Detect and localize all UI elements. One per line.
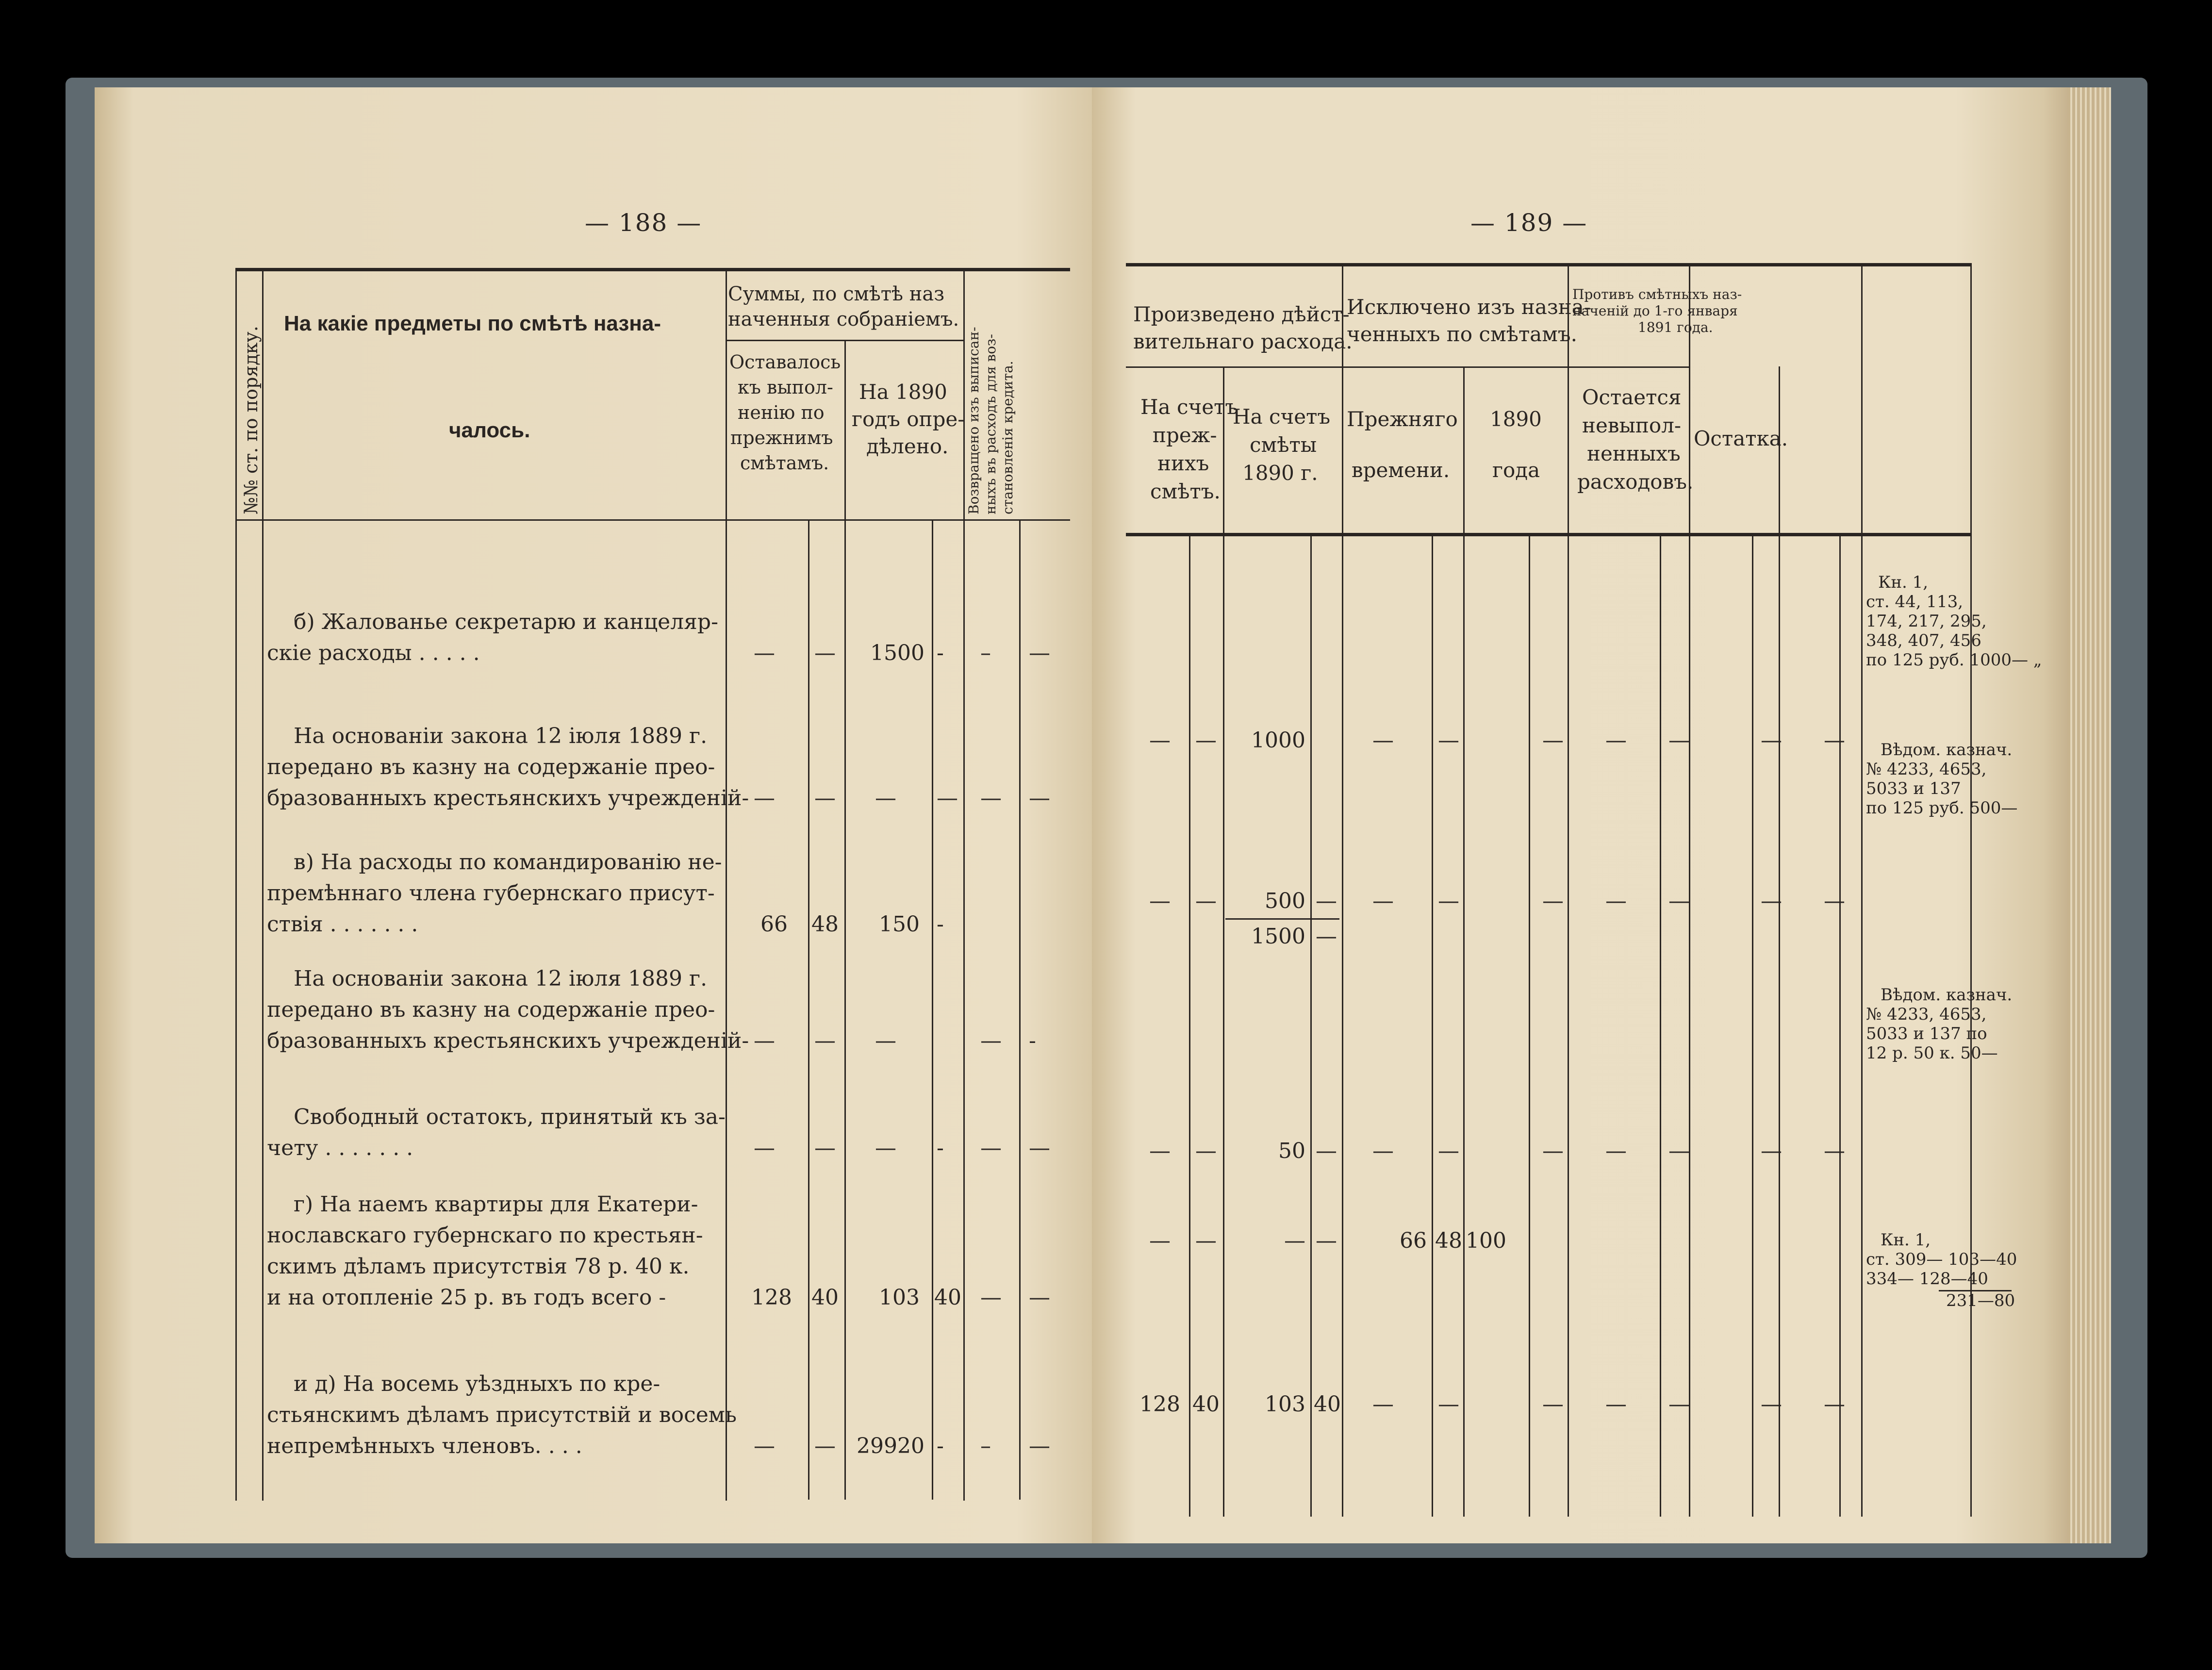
col-rule-1: [1223, 366, 1224, 1517]
row-b2-line3: бразованныхъ крестьянскихъ учрежденій-: [267, 786, 749, 810]
spent-header-l1: Произведено дѣйст-: [1133, 302, 1350, 326]
y1890-l1: 1890: [1490, 407, 1542, 431]
row-v-line2: премѣннаго члена губернскаго присут-: [267, 881, 715, 906]
r1-c: 1000: [1251, 728, 1305, 753]
kop-rule-i: [1660, 533, 1661, 1517]
col-rule-4: [1568, 263, 1569, 1517]
row-d-y1890-k: -: [937, 1434, 944, 1458]
row-b-ret-r: –: [980, 641, 991, 665]
note-1-l5: по 125 руб. 1000— „: [1866, 650, 2042, 670]
note-4-l4: 231—80: [1946, 1291, 2015, 1310]
remaining-header-l2: къ выпол-: [738, 377, 833, 398]
note-1-l2: ст. 44, 113,: [1866, 592, 1964, 612]
r4-c: —: [1284, 1228, 1305, 1253]
header-bottom-rule: [235, 519, 1070, 521]
row-b2-line1: На основаніи закона 12 іюля 1889 г.: [294, 724, 708, 748]
r2-h: —: [1605, 889, 1627, 913]
row-v-y1890-k: -: [937, 912, 944, 937]
row-d-line3: непремѣнныхъ членовъ. . . .: [267, 1434, 582, 1458]
row-v-line3: ствія . . . . . . .: [267, 912, 418, 937]
row-d-y1890: 29920: [857, 1434, 924, 1458]
row-g-line3: скимъ дѣламъ присутствія 78 р. 40 к.: [267, 1254, 690, 1279]
prev-est-l4: смѣтъ.: [1150, 480, 1221, 503]
note-3-l1: Вѣдом. казнач.: [1881, 985, 2013, 1005]
against-header-l1: Противъ смѣтныхъ наз-: [1572, 286, 1742, 302]
row-free-ret-k: —: [1029, 1136, 1050, 1160]
row-v-prev-r: 66: [760, 912, 788, 937]
remaining-header-l5: смѣтамъ.: [740, 452, 829, 474]
row-d-line1: и д) На восемь уѣздныхъ по кре-: [294, 1372, 660, 1396]
row-g-ret-k: —: [1029, 1285, 1050, 1310]
row-b-line1: б) Жалованье секретарю и канцеляр-: [294, 610, 718, 634]
row-v-y1890: 150: [879, 912, 920, 937]
y1890-kop-rule: [932, 519, 933, 1500]
subject-header-line2: чалось.: [449, 418, 530, 442]
est1890-l2: смѣты: [1250, 433, 1317, 457]
y1890-l2: года: [1492, 458, 1540, 482]
remaining-header-l1: Оставалось: [729, 351, 841, 373]
r3-d: —: [1316, 1139, 1337, 1163]
row-g-ret-r: —: [980, 1285, 1002, 1310]
excluded-header-l2: ченныхъ по смѣтамъ.: [1347, 322, 1577, 346]
against-header-l2: наченій до 1-го января: [1572, 303, 1738, 319]
r2-a: —: [1149, 889, 1171, 913]
r2-d: —: [1316, 889, 1337, 913]
col-rule-2: [1342, 263, 1343, 1517]
r2-j: —: [1761, 889, 1782, 913]
y1890-header-l3: дѣлено.: [866, 434, 949, 458]
sums-header-line2: наченныя собраніемъ.: [728, 308, 959, 331]
row-free-prev-r: —: [754, 1136, 775, 1160]
row-free-prev-k: —: [814, 1136, 836, 1160]
r5-e: —: [1372, 1392, 1394, 1417]
row-b-y1890: 1500: [870, 641, 924, 665]
r2-b: —: [1195, 889, 1217, 913]
row-free-ret-r: —: [980, 1136, 1002, 1160]
r5-i: —: [1668, 1392, 1690, 1417]
r5-f: —: [1438, 1392, 1459, 1417]
table-top-rule: [1126, 263, 1970, 266]
prev-est-l1: На счетъ: [1140, 395, 1238, 419]
note-4-l1: Кн. 1,: [1881, 1230, 1931, 1250]
row-d-line2: стьянскимъ дѣламъ присутствій и восемь: [267, 1403, 737, 1427]
r5-g: —: [1542, 1392, 1564, 1417]
r5-j: —: [1761, 1392, 1782, 1417]
kop-rule-e: [1432, 533, 1433, 1517]
r4-d: —: [1316, 1228, 1337, 1253]
subject-col-rule: [726, 268, 727, 1501]
col-rule-8: [1970, 263, 1972, 1517]
r2-c: 500: [1265, 889, 1305, 913]
row-b2-ret-r: —: [980, 786, 1002, 810]
r1-b: —: [1195, 728, 1217, 753]
est1890-l3: 1890 г.: [1242, 461, 1318, 485]
row-b-y1890-k: -: [937, 641, 944, 665]
note-3-l4: 12 р. 50 к. 50—: [1866, 1043, 1998, 1063]
former-time-l2: времени.: [1352, 458, 1450, 482]
r3-k: —: [1824, 1139, 1845, 1163]
prev-est-l2: преж-: [1153, 423, 1217, 447]
kop-rule-m: [1839, 533, 1841, 1517]
r3-g: —: [1542, 1139, 1564, 1163]
unfulfilled-l4: расходовъ.: [1577, 470, 1694, 494]
r3-a: —: [1149, 1139, 1171, 1163]
est1890-l1: На счетъ: [1233, 405, 1331, 429]
row-v2-line1: На основаніи закона 12 іюля 1889 г.: [294, 966, 708, 991]
row-g-prev-k: 40: [811, 1285, 839, 1310]
header-bottom-rule: [1126, 533, 1970, 536]
r1-i: —: [1668, 728, 1690, 753]
row-d-prev-k: —: [814, 1434, 836, 1458]
note-2-l1: Вѣдом. казнач.: [1881, 740, 2013, 760]
r3-j: —: [1761, 1139, 1782, 1163]
prev-kop-rule: [808, 519, 809, 1500]
former-time-l1: Прежняго: [1347, 407, 1458, 431]
returned-header-l2: ныхъ въ расходъ для воз-: [983, 334, 999, 514]
row-v2-y1890: —: [875, 1028, 896, 1053]
excluded-header-l1: Исключено изъ назна-: [1347, 295, 1591, 319]
row-b2-prev-r: —: [754, 786, 775, 810]
r2-k: —: [1824, 889, 1845, 913]
row-b2-prev-k: —: [814, 786, 836, 810]
note-2-l4: по 125 руб. 500—: [1866, 798, 2018, 818]
r5-h: —: [1605, 1392, 1627, 1417]
page-edges: [2067, 87, 2111, 1543]
row-free-y1890: —: [875, 1136, 896, 1160]
note-3-l3: 5033 и 137 по: [1866, 1024, 1987, 1043]
remaining-header-l4: прежнимъ: [730, 427, 833, 448]
note-1-l4: 348, 407, 456: [1866, 631, 1981, 650]
r1-e: —: [1372, 728, 1394, 753]
r5-d: 40: [1314, 1392, 1341, 1417]
row-v2-line3: бразованныхъ крестьянскихъ учрежденій-: [267, 1028, 749, 1053]
num-col-rule: [262, 268, 264, 1501]
row-free-y1890-k: -: [937, 1136, 944, 1160]
col-rule-7: [1861, 263, 1863, 1517]
r3-e: —: [1372, 1139, 1394, 1163]
r4-b: —: [1195, 1228, 1217, 1253]
ret-kop-rule: [1019, 519, 1021, 1500]
note-4-l3: 334— 128—40: [1866, 1269, 1988, 1289]
unfulfilled-l1: Остается: [1582, 385, 1682, 409]
right-page: [1092, 87, 2111, 1543]
r5-c: 103: [1265, 1392, 1305, 1417]
r3-f: —: [1438, 1139, 1459, 1163]
row-v2-ret-r: —: [980, 1028, 1002, 1053]
r3-b: —: [1195, 1139, 1217, 1163]
row-d-ret-k: —: [1029, 1434, 1050, 1458]
page-number: — 188 —: [585, 209, 702, 237]
note-2-l3: 5033 и 137: [1866, 779, 1961, 798]
row-v2-prev-k: —: [814, 1028, 836, 1053]
note-1-l3: 174, 217, 295,: [1866, 612, 1987, 631]
kop-rule-a: [1189, 533, 1190, 1517]
sums-header-line1: Суммы, по смѣтѣ наз: [728, 283, 945, 305]
row-g-line2: нославскаго губернскаго по крестьян-: [267, 1223, 703, 1248]
row-b2-line2: передано въ казну на содержаніе прео-: [267, 755, 715, 779]
r5-b: 40: [1192, 1392, 1220, 1417]
r3-h: —: [1605, 1139, 1627, 1163]
y1890-header-l1: На 1890: [859, 380, 947, 404]
page-number: — 189 —: [1470, 209, 1588, 237]
y1890-col-rule: [963, 268, 965, 1501]
row-g-y1890: 103: [879, 1285, 920, 1310]
row-b-prev-k: —: [814, 641, 836, 665]
r4-e: 66: [1400, 1228, 1427, 1253]
kop-rule-g: [1529, 533, 1530, 1517]
r5-k: —: [1824, 1392, 1845, 1417]
row-b-line2: скіе расходы . . . . .: [267, 641, 480, 665]
row-g-line4: и на отопленіе 25 р. въ годъ всего -: [267, 1285, 666, 1310]
r3-i: —: [1668, 1139, 1690, 1163]
note-2-l2: № 4233, 4653,: [1866, 760, 1987, 779]
left-page: [95, 87, 1109, 1543]
row-g-prev-r: 128: [751, 1285, 792, 1310]
r5-a: 128: [1139, 1392, 1180, 1417]
r2-d-total: —: [1316, 924, 1337, 949]
row-b2-y1890: —: [875, 786, 896, 810]
row-free-line1: Свободный остатокъ, принятый къ за-: [294, 1105, 726, 1129]
r4-g: 100: [1466, 1228, 1506, 1253]
col-rule-6: [1779, 366, 1780, 1517]
r1-a: —: [1149, 728, 1171, 753]
prev-col-rule: [844, 340, 846, 1500]
balance-header: Остатка.: [1694, 427, 1788, 450]
row-g-y1890-k: 40: [934, 1285, 961, 1310]
r2-e: —: [1372, 889, 1394, 913]
subject-header-line1: На какіе предметы по смѣтѣ назна-: [284, 312, 661, 335]
r1-j: —: [1761, 728, 1782, 753]
note-4-l2: ст. 309— 103—40: [1866, 1250, 2017, 1269]
row-v-line1: в) На расходы по командированію не-: [294, 850, 722, 875]
row-d-ret-r: –: [980, 1434, 991, 1458]
r2-g: —: [1542, 889, 1564, 913]
row-free-line2: чету . . . . . . .: [267, 1136, 413, 1160]
subtotal-rule: [1225, 918, 1339, 920]
note-3-l2: № 4233, 4653,: [1866, 1005, 1987, 1024]
table-left-rule: [235, 268, 237, 1501]
row-g-line1: г) На наемъ квартиры для Екатери-: [294, 1192, 698, 1217]
row-v2-ret-k: -: [1029, 1028, 1036, 1053]
row-v2-line2: передано въ казну на содержаніе прео-: [267, 997, 715, 1022]
r3-c: 50: [1278, 1139, 1305, 1163]
r2-c-total: 1500: [1251, 924, 1305, 949]
r4-a: —: [1149, 1228, 1171, 1253]
note-1-l1: Кн. 1,: [1878, 573, 1929, 592]
row-v2-prev-r: —: [754, 1028, 775, 1053]
r2-i: —: [1668, 889, 1690, 913]
kop-rule-k: [1752, 533, 1753, 1517]
r1-f: —: [1438, 728, 1459, 753]
r2-f: —: [1438, 889, 1459, 913]
kop-rule-c: [1310, 533, 1312, 1517]
num-col-header: №№ ст. по порядку.: [240, 326, 262, 514]
r1-h: —: [1605, 728, 1627, 753]
returned-header-l1: Возвращено изъ выписан-: [966, 327, 982, 514]
unfulfilled-l2: невыпол-: [1582, 413, 1682, 437]
col-rule-3: [1463, 366, 1465, 1517]
row-v-prev-k: 48: [811, 912, 839, 937]
row-b2-ret-k: —: [1029, 786, 1050, 810]
r1-k: —: [1824, 728, 1845, 753]
row-b-ret-k: —: [1029, 641, 1050, 665]
header-mid-rule: [1126, 366, 1689, 368]
row-b2-y1890-k: —: [937, 786, 958, 810]
r4-f: 48: [1435, 1228, 1462, 1253]
remaining-header-l3: ненію по: [738, 402, 825, 423]
spent-header-l2: вительнаго расхода.: [1133, 330, 1353, 353]
r1-g: —: [1542, 728, 1564, 753]
table-top-rule: [235, 268, 1070, 271]
returned-header-l3: становленія кредита.: [1000, 361, 1016, 514]
prev-est-l3: нихъ: [1157, 451, 1209, 475]
row-b-prev-r: —: [754, 641, 775, 665]
y1890-header-l2: годъ опре-: [852, 407, 965, 431]
against-header-l3: 1891 года.: [1638, 319, 1713, 335]
row-d-prev-r: —: [754, 1434, 775, 1458]
unfulfilled-l3: ненныхъ: [1587, 442, 1681, 465]
